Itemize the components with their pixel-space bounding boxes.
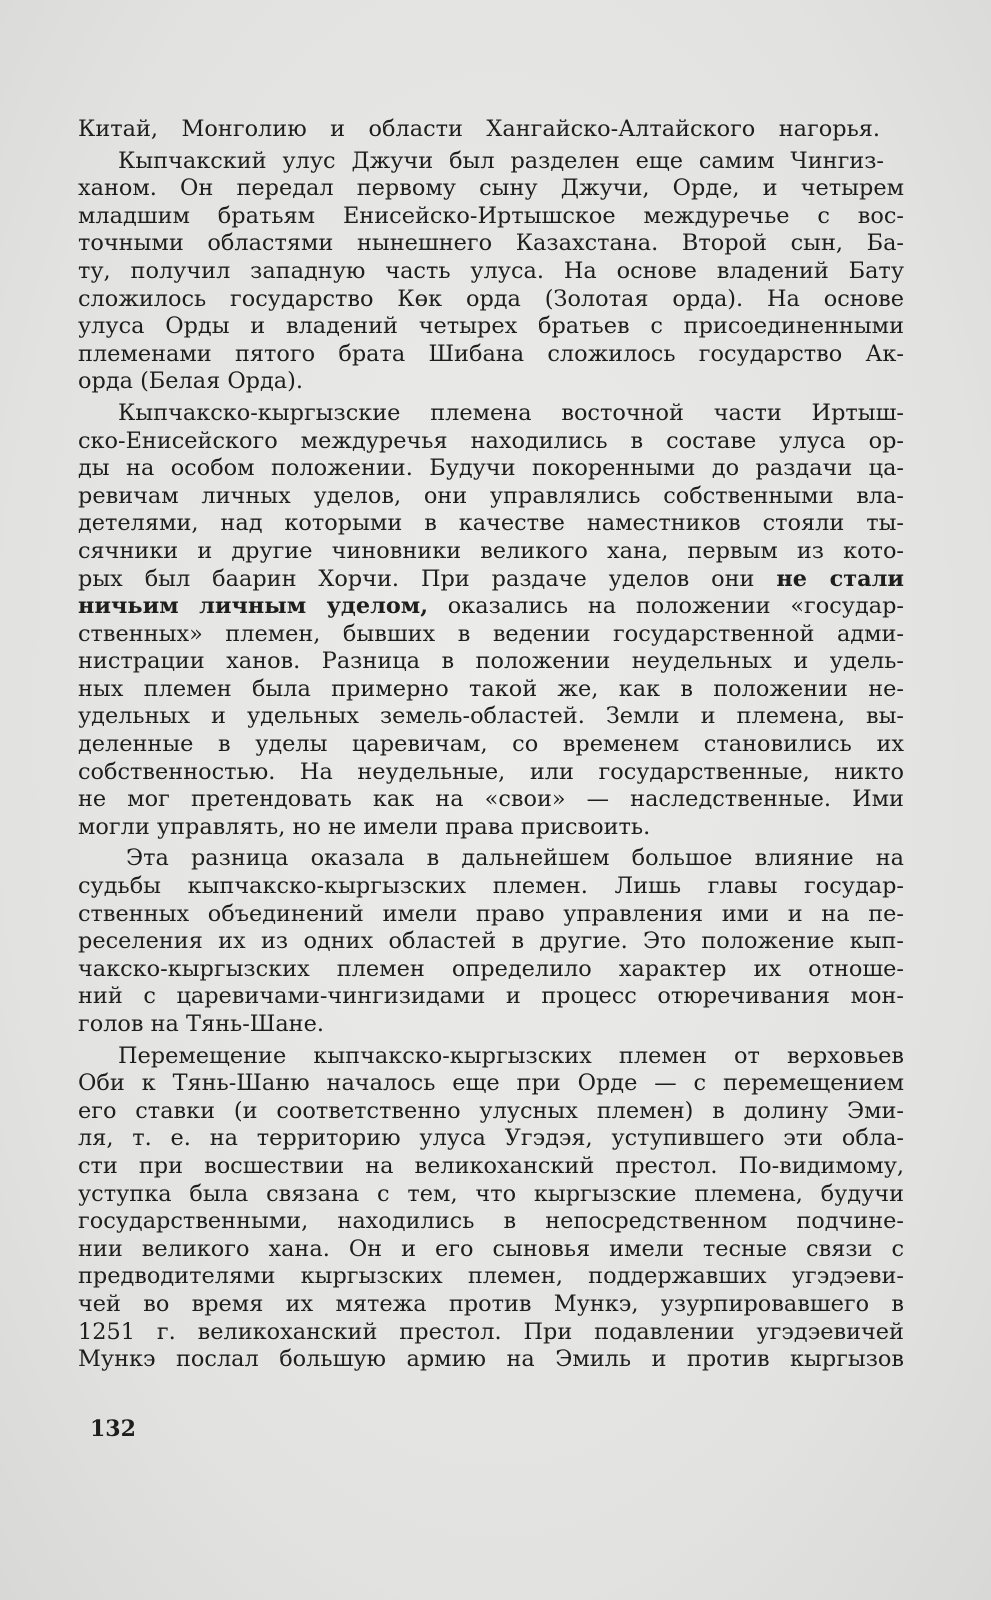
text-line: точными областями нынешнего Казахстана. Второй сын, Ба- [78, 230, 904, 257]
text-line: нистрации ханов. Разница в положении неудельных и удель- [78, 648, 904, 675]
paragraph [78, 1043, 904, 1374]
text-line: чей во время их мятежа против Мункэ, узурпировавшего в [78, 1290, 904, 1317]
paragraph [78, 845, 904, 1038]
text-line: орда (Белая Орда). [78, 368, 303, 395]
text-line: Мункэ послал большую армию на Эмиль и против кыргызов [78, 1346, 904, 1373]
body-text [78, 116, 904, 1374]
text-line: судьбы кыпчакско-кыргызских племен. Лишь главы государ- [78, 873, 904, 900]
text-line: Кыпчакский улус Джучи был разделен еще самим Чингиз- [118, 147, 884, 174]
text-line: ственных объединений имели право управления ими и на пе- [78, 900, 904, 927]
text-line: ственных» племен, бывших в ведении государственной адми- [78, 620, 904, 647]
text-line: ту, получил западную часть улуса. На основе владений Бату [78, 257, 904, 284]
text-line: не мог претендовать как на «свои» — наследственные. Ими [78, 786, 904, 813]
text-line: ний с царевичами-чингизидами и процесс отюречивания мон- [78, 983, 904, 1010]
text-line: сложилось государство Көк орда (Золотая орда). На основе [78, 285, 904, 312]
text-line: ско-Енисейского междуречья находились в составе улуса ор- [78, 427, 904, 454]
text-line: его ставки (и соответственно улусных племен) в долину Эми- [78, 1097, 904, 1124]
text-line: сячники и другие чиновники великого хана, первым из кото- [78, 537, 904, 564]
text-line: сти при восшествии на великоханский престол. По-видимому, [78, 1152, 904, 1179]
text-line: 1251 г. великоханский престол. При подавлении угэдэевичей [78, 1318, 904, 1345]
text-line: собственностью. На неудельные, или государственные, никто [78, 758, 904, 785]
text-line: могли управлять, но не имели права присвоить. [78, 813, 651, 840]
text-line: ля, т. е. на территорию улуса Угэдэя, уступившего эти обла- [78, 1125, 904, 1152]
text-line: Кыпчакско-кыргызские племена восточной части Иртыш- [118, 399, 904, 426]
bold-text: ничьим личным уделом, [78, 593, 429, 620]
paragraph [78, 116, 904, 144]
text-line: голов на Тянь-Шане. [78, 1011, 324, 1037]
text-line: деленные в уделы царевичам, со временем становились их [78, 731, 904, 758]
text-line: реселения их из одних областей в другие. Это положение кып- [78, 928, 904, 955]
bold-text: не стали [776, 565, 904, 592]
paragraph [78, 400, 904, 842]
text-line: чакско-кыргызских племен определило характер их отноше- [78, 955, 904, 982]
text-line: ревичам личных уделов, они управлялись собственными вла- [78, 482, 904, 509]
text-line: Китай, Монголию и области Хангайско-Алтайского нагорья. [78, 116, 880, 142]
paragraph [78, 148, 904, 396]
text-line: Перемещение кыпчакско-кыргызских племен от верховьев [118, 1042, 904, 1069]
text-line: Оби к Тянь-Шаню началось еще при Орде — с перемещением [78, 1070, 904, 1097]
text-line: младшим братьям Енисейско-Иртышское междуречье с вос- [78, 202, 904, 229]
page-number: 132 [90, 1416, 136, 1442]
text-line: рых был баарин Хорчи. При раздаче уделов они не стали [78, 565, 904, 592]
text-line: ных племен была примерно такой же, как в положении не- [78, 675, 904, 702]
text-line: государственными, находились в непосредственном подчине- [78, 1208, 904, 1235]
text-line: ды на особом положении. Будучи покоренными до раздачи ца- [78, 455, 904, 482]
text-line: улуса Орды и владений четырех братьев с присоединенными [78, 313, 904, 340]
text-line: ханом. Он передал первому сыну Джучи, Орде, и четырем [78, 175, 904, 202]
text-line: предводителями кыргызских племен, поддержавших угэдэеви- [78, 1263, 904, 1290]
text-line: удельных и удельных земель-областей. Земли и племена, вы- [78, 703, 904, 730]
text-line: племенами пятого брата Шибана сложилось государство Ак- [78, 340, 904, 367]
text-line: детелями, над которыми в качестве наместников стояли ты- [78, 510, 904, 537]
text-line: Эта разница оказала в дальнейшем большое влияние на [126, 845, 904, 872]
text-line: уступка была связана с тем, что кыргызские племена, будучи [78, 1180, 904, 1207]
text-line: нии великого хана. Он и его сыновья имели тесные связи с [78, 1235, 904, 1262]
text-line: ничьим личным уделом, оказались на положении «государ- [78, 593, 904, 620]
